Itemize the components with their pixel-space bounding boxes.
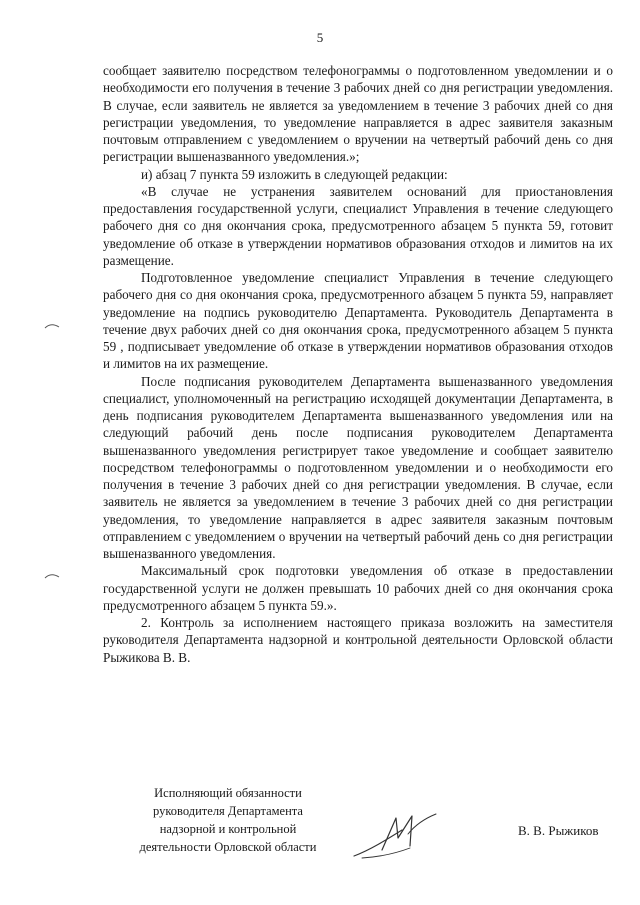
signatory-title [128,784,328,856]
paragraph-max-term: Максимальный срок подготовки уведомления об отказе в предоставлении государственной услуги не должен превышать 10 рабочих дней со дня окончания срока предусмотренного абзацем 5 пункта 59.». [103,563,613,613]
paragraph-after-signing: После подписания руководителем Департамента вышеназванного уведомления специалист, уполномоченный на регистрацию исходящей документации Департамента, в день подписания руководителем Департамента вышеназванного уведомления или на следующий рабочий день после подписания руководителем Департамента вышеназванного уведомления регистрирует такое уведомление и сообщает заявителю посредством телефонограммы о подготовленном уведомлении и о необходимости его получения в течение 3 рабочих дней со дня регистрации уведомления. В случае, если заявитель не является за уведомлением в течение 3 рабочих дней со дня регистрации уведомления, то уведомление направляется в адрес заявителя заказным почтовым отправлением с уведомлением о вручении на четвертый рабочий день со дня регистрации вышеназванного уведомления. [103,373,613,561]
paragraph-control: 2. Контроль за исполнением настоящего приказа возложить на заместителя руководителя Департамента надзорной и контрольной деятельности Орловской области Рыжикова В. В. [103,615,613,665]
signatory-title-line: руководителя Департамента [153,804,303,818]
margin-mark-icon [44,323,60,329]
paragraph-continuation: сообщает заявителю посредством телефонограммы о подготовленном уведомлении и о необходимости его получения в течение 3 рабочих дней со дня регистрации уведомления. В случае, если заявитель не является за уведомлением в течение 3 рабочих дней со дня регистрации уведомления, то уведомление направляется в адрес заявителя заказным почтовым отправлением с уведомлением о вручении на четвертый рабочий день со дня регистрации вышеназванного уведомления.»; [103,63,613,165]
paragraph-prepared-notice: Подготовленное уведомление специалист Управления в течение следующего рабочего дня со дня окончания срока, предусмотренного абзацем 5 пункта 59, направляет уведомление на подпись руководителю Департамента. Руководитель Департамента в течение двух рабочих дней со дня окончания срока, предусмотренного абзацем 5 пункта 59 , подписывает уведомление об отказе в утверждении нормативов образования отходов и лимитов на их размещение. [103,270,613,372]
document-body [103,62,613,666]
signatory-title-line: деятельности Орловской области [139,840,317,854]
margin-mark-icon [44,573,60,579]
signatory-title-line: надзорной и контрольной [159,822,297,836]
signatory-name: В. В. Рыжиков [518,823,599,838]
paragraph-amendment-i: и) абзац 7 пункта 59 изложить в следующей редакции: [141,166,448,182]
handwritten-signature-icon [352,810,438,862]
page-number: 5 [316,30,324,45]
paragraph-quoted-refusal: «В случае не устранения заявителем оснований для приостановления предоставления государственной услуги, специалист Управления в течение следующего рабочего дня со дня окончания срока, предусмотренного абзацем 5 пункта 59, готовит уведомление об отказе в утверждении нормативов образования отходов и лимитов на их размещение. [103,183,613,268]
signatory-title-line: Исполняющий обязанности [154,786,302,800]
